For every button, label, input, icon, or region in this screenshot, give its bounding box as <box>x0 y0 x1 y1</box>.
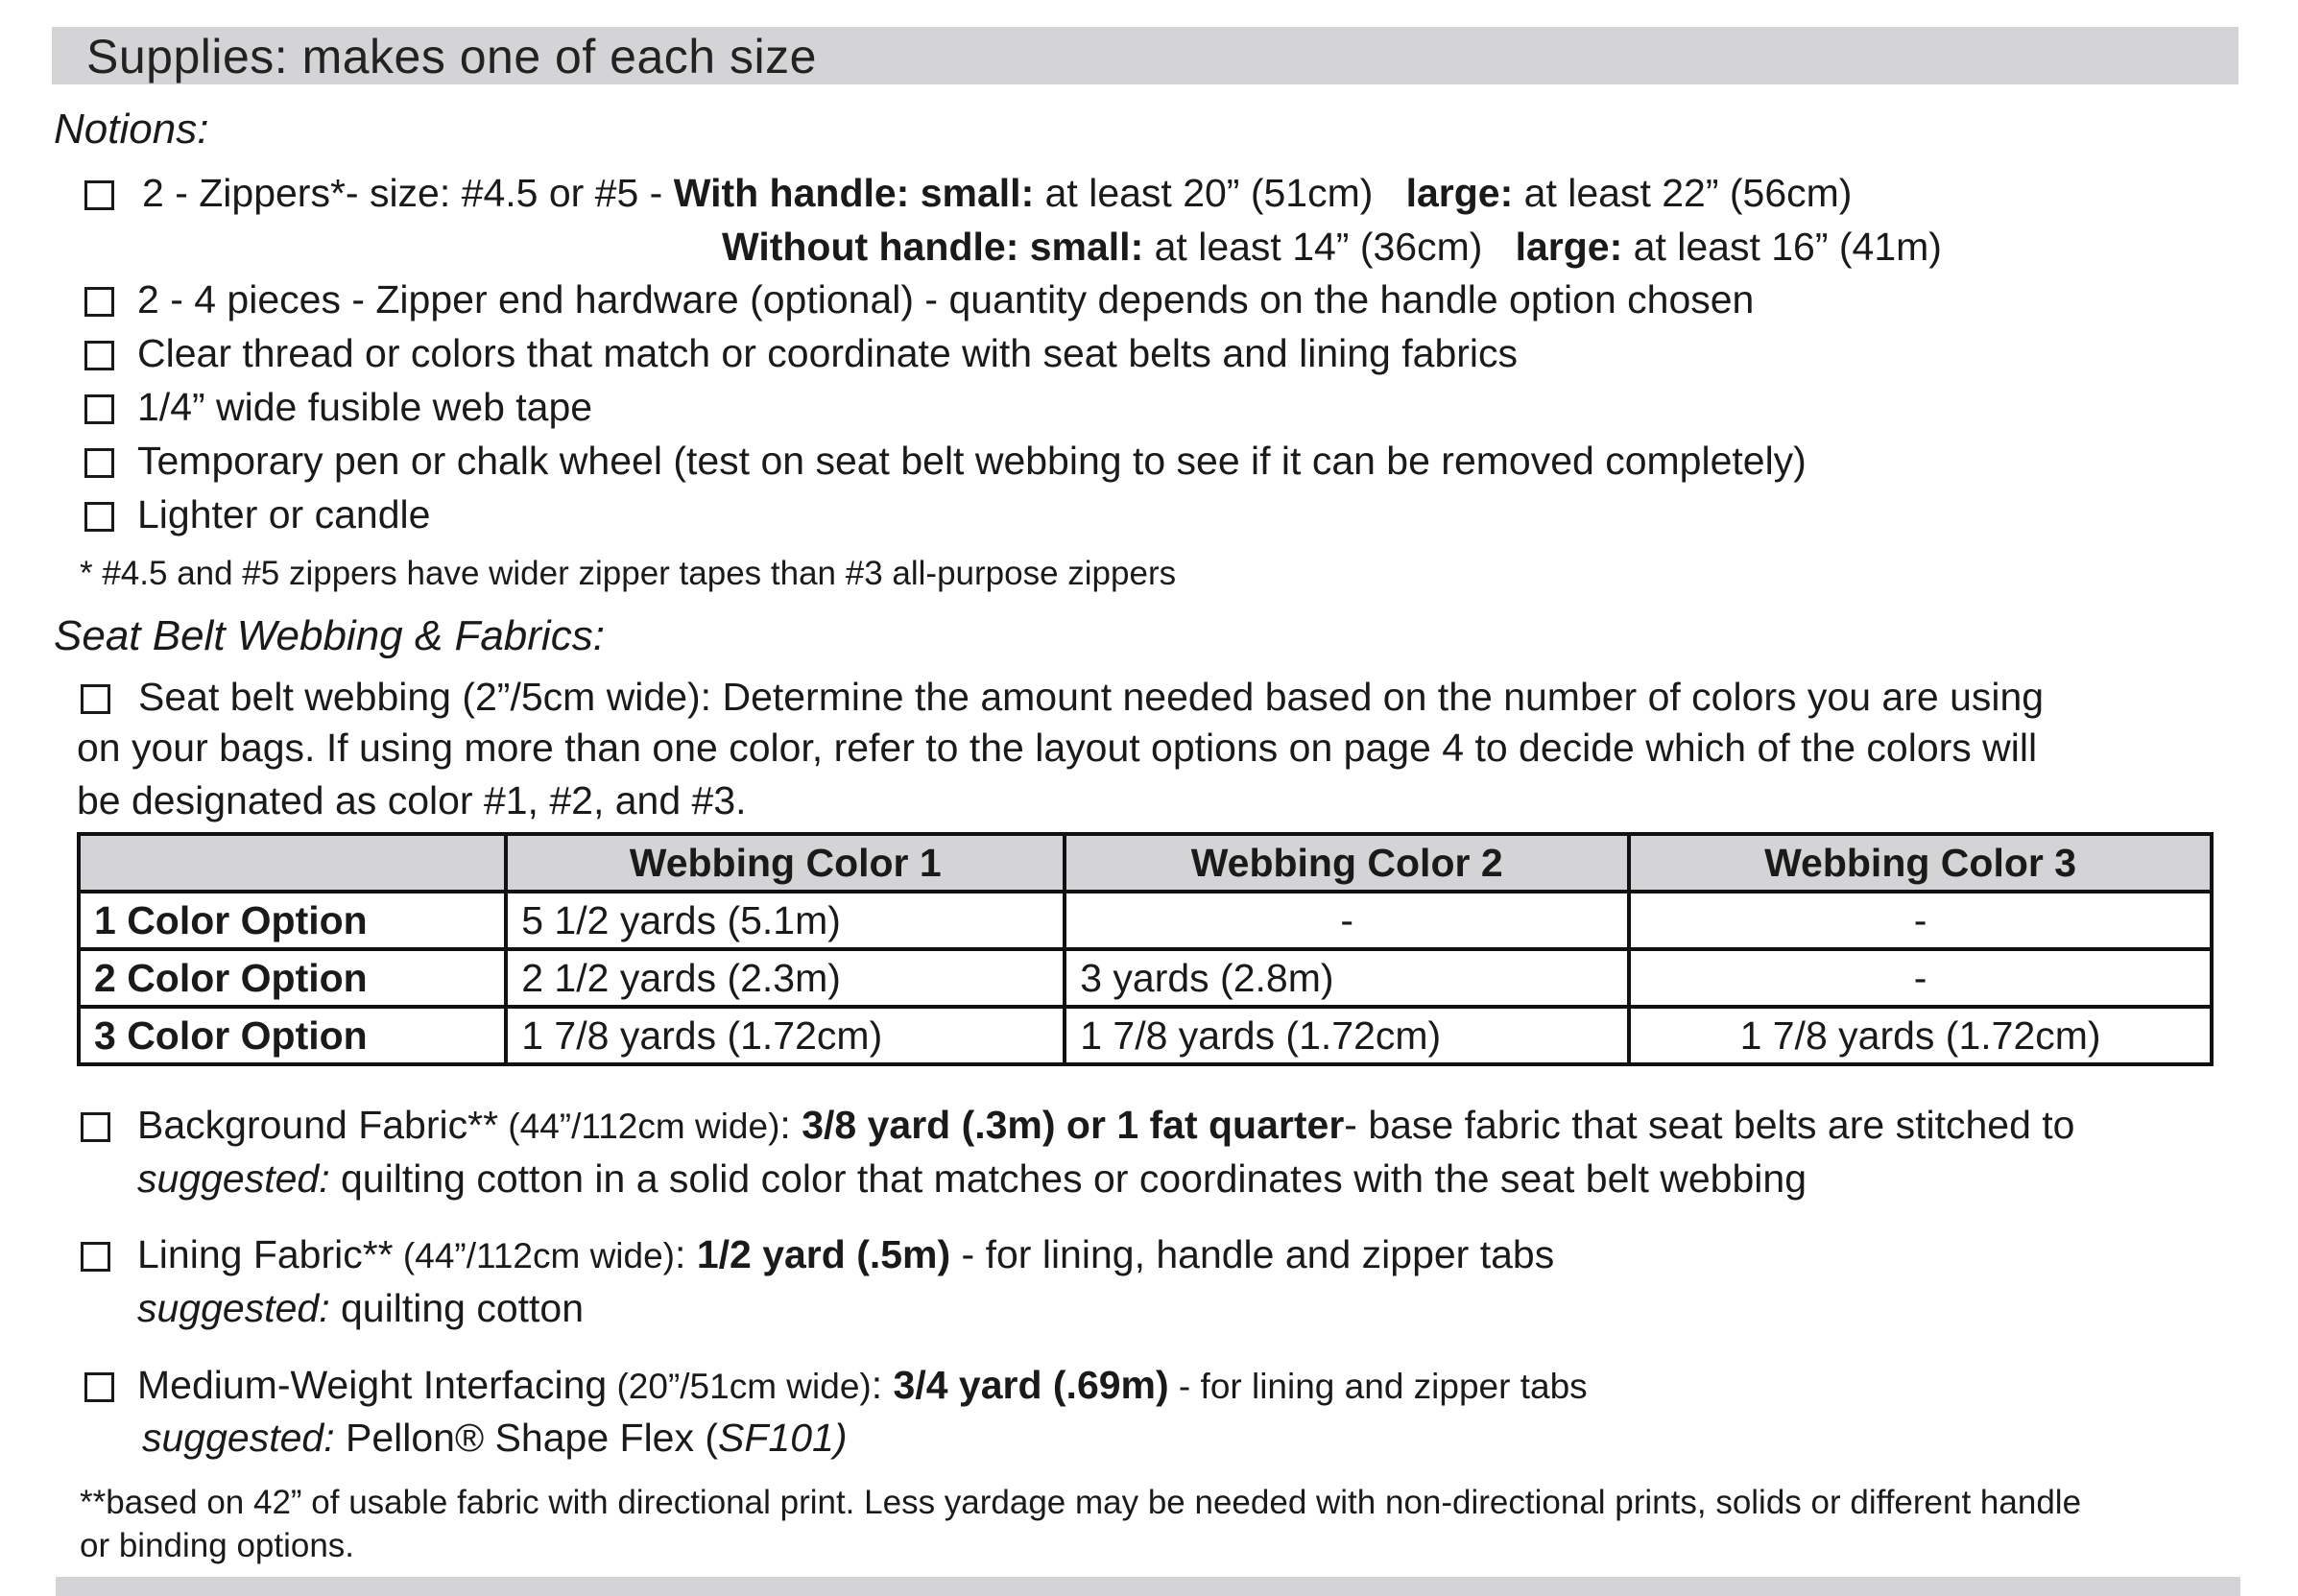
zippers-item <box>142 171 1852 216</box>
webbing-heading: Seat Belt Webbing & Fabrics: <box>54 612 605 659</box>
colon: : <box>779 1103 802 1147</box>
webbing-checkbox[interactable] <box>81 684 110 714</box>
webbing-paragraph-line: on your bags. If using more than one color, refer to the layout options on page 4 to decide which of the colors will <box>77 726 2038 770</box>
background-fabric-line <box>137 1103 2074 1148</box>
notion-item: 1/4” wide fusible web tape <box>137 385 593 429</box>
table-cell: 2 1/2 yards (2.3m) <box>506 949 1065 1007</box>
table-header-cell: Webbing Color 3 <box>1629 834 2212 892</box>
with-handle-label: With handle: small: <box>673 171 1035 215</box>
colon: : <box>675 1232 697 1276</box>
table-row <box>79 892 2212 949</box>
large-label: large: <box>1405 171 1514 215</box>
large-label-2: large: <box>1515 225 1623 269</box>
web-tape-checkbox[interactable] <box>84 394 114 424</box>
pen-checkbox[interactable] <box>84 448 114 478</box>
suggested-text: quilting cotton in a solid color that matches or coordinates with the seat belt webbing <box>329 1156 1807 1201</box>
background-fabric-name: Background Fabric** <box>137 1103 499 1147</box>
table-row-header: 1 Color Option <box>79 892 506 949</box>
section-title: Supplies: makes one of each size <box>86 30 817 83</box>
with-handle-small: at least 20” (51cm) <box>1034 171 1406 215</box>
lining-fabric-checkbox[interactable] <box>81 1242 110 1272</box>
webbing-paragraph-line: be designated as color #1, #2, and #3. <box>77 778 747 822</box>
product-code: SF101) <box>718 1416 848 1460</box>
table-row <box>79 1007 2212 1064</box>
table-cell: - <box>1065 892 1629 949</box>
background-fabric-suggested <box>137 1156 1807 1202</box>
without-handle-small: at least 14” (36cm) <box>1143 225 1516 269</box>
table-row-header: 3 Color Option <box>79 1007 506 1064</box>
table-cell: 1 7/8 yards (1.72cm) <box>1065 1007 1629 1064</box>
suggested-label: suggested: <box>137 1156 330 1201</box>
without-handle-large: at least 16” (41m) <box>1622 225 1942 269</box>
webbing-paragraph-line: Seat belt webbing (2”/5cm wide): Determine the amount needed based on the number of colors you are using <box>138 675 2045 719</box>
table-cell: - <box>1629 892 2212 949</box>
lining-fabric-amount: 1/2 yard (.5m) <box>696 1232 951 1276</box>
background-fabric-width: (44”/112cm wide) <box>498 1107 780 1146</box>
table-cell: 3 yards (2.8m) <box>1065 949 1629 1007</box>
table-row <box>79 949 2212 1007</box>
zippers-checkbox[interactable] <box>84 180 114 210</box>
thread-checkbox[interactable] <box>84 341 114 370</box>
interfacing-line <box>137 1363 1588 1408</box>
interfacing-suggested <box>142 1416 847 1461</box>
table-cell: - <box>1629 949 2212 1007</box>
fabric-footnote-line: **based on 42” of usable fabric with directional print. Less yardage may be needed with non-directional prints, solids or different handle <box>80 1484 2082 1521</box>
background-fabric-desc: - base fabric that seat belts are stitched to <box>1344 1103 2075 1147</box>
zippers-qty: 2 - Zippers*- size: #4.5 or #5 - <box>142 171 674 215</box>
table-row-header: 2 Color Option <box>79 949 506 1007</box>
notions-heading: Notions: <box>54 106 209 153</box>
suggested-label: suggested: <box>137 1286 330 1330</box>
suggested-text: quilting cotton <box>329 1286 585 1330</box>
hardware-checkbox[interactable] <box>84 287 114 317</box>
lining-fabric-suggested <box>137 1286 584 1331</box>
background-fabric-checkbox[interactable] <box>81 1112 110 1142</box>
notion-item: Temporary pen or chalk wheel (test on seat belt webbing to see if it can be removed completely) <box>137 439 1807 483</box>
next-section-bar <box>56 1577 2240 1596</box>
webbing-yardage-table <box>77 832 2214 1066</box>
background-fabric-amount: 3/8 yard (.3m) or 1 fat quarter <box>802 1103 1345 1147</box>
lighter-checkbox[interactable] <box>84 502 114 532</box>
lining-fabric-width: (44”/112cm wide) <box>393 1236 676 1275</box>
colon: : <box>871 1363 894 1407</box>
lining-fabric-desc: - for lining, handle and zipper tabs <box>950 1232 1555 1276</box>
table-cell: 1 7/8 yards (1.72cm) <box>1629 1007 2212 1064</box>
suggested-text: Pellon® Shape Flex ( <box>334 1416 719 1460</box>
table-header-cell <box>79 834 506 892</box>
table-header-row <box>79 834 2212 892</box>
lining-fabric-name: Lining Fabric** <box>137 1232 394 1276</box>
interfacing-amount: 3/4 yard (.69m) <box>893 1363 1169 1407</box>
interfacing-name: Medium-Weight Interfacing <box>137 1363 608 1407</box>
interfacing-width: (20”/51cm wide) <box>607 1367 872 1406</box>
notion-item: Lighter or candle <box>137 492 431 536</box>
interfacing-desc: - for lining and zipper tabs <box>1168 1367 1588 1406</box>
fabric-footnote-line: or binding options. <box>80 1527 355 1564</box>
table-header-cell: Webbing Color 2 <box>1065 834 1629 892</box>
table-cell: 5 1/2 yards (5.1m) <box>506 892 1065 949</box>
suggested-label: suggested: <box>142 1416 335 1460</box>
zipper-footnote: * #4.5 and #5 zippers have wider zipper tapes than #3 all-purpose zippers <box>80 555 1177 592</box>
interfacing-checkbox[interactable] <box>84 1372 114 1402</box>
without-handle-label: Without handle: small: <box>722 225 1144 269</box>
lining-fabric-line <box>137 1232 1554 1277</box>
zippers-without-handle <box>722 225 1942 270</box>
notion-item: Clear thread or colors that match or coordinate with seat belts and lining fabrics <box>137 331 1519 375</box>
table-header-cell: Webbing Color 1 <box>506 834 1065 892</box>
notion-item: 2 - 4 pieces - Zipper end hardware (optional) - quantity depends on the handle option chosen <box>137 277 1755 322</box>
with-handle-large: at least 22” (56cm) <box>1513 171 1853 215</box>
table-cell: 1 7/8 yards (1.72cm) <box>506 1007 1065 1064</box>
